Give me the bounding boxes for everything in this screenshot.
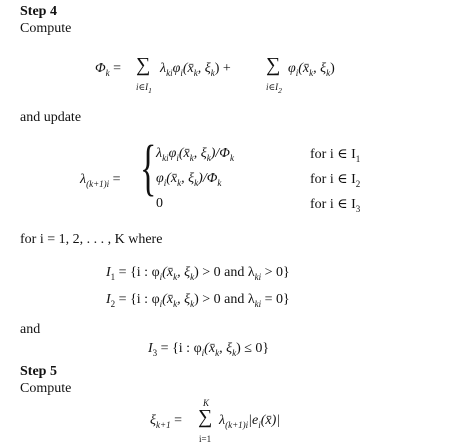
step4-compute: Compute: [20, 21, 72, 36]
xi-lhs: $\xi_{k+1}$ =: [150, 413, 182, 430]
sum-lower-limit: i=1: [199, 434, 212, 444]
case-2-condition: for i ∈ $I_2$: [310, 172, 361, 189]
set-I2: $I_2 = \{i$ : $\varphi_i(x̄_k$, $\xi_k) > 0$ and $\lambda_{ki} = 0$}: [106, 292, 290, 309]
step5-compute: Compute: [20, 381, 72, 396]
sum-upper-limit: K: [203, 398, 210, 408]
phi-term-2: $\varphi_i(x̄_k$, $\xi_k$): [288, 61, 335, 78]
set-I1: $I_1 = \{i$ : $\varphi_i(x̄_k$, $\xi_k) > 0$ and $\lambda_{ki} > 0$}: [106, 265, 290, 282]
case-1: $\lambda_{ki}\varphi_i(x̄_k$, $\xi_k)/\Phi_k$: [156, 146, 234, 163]
phi-equation: $\Phi_k$ =: [95, 61, 122, 78]
sum-symbol-2: ∑: [266, 54, 281, 76]
step4-title: Step 4: [20, 4, 57, 19]
sum-symbol-3: ∑: [198, 406, 213, 428]
lambda-lhs: $\lambda_{(k+1)i}$ =: [80, 172, 121, 189]
xi-term: $\lambda_{(k+1)i}|e_i(x̄)|$: [219, 413, 281, 430]
step5-title: Step 5: [20, 364, 57, 379]
and-text: and: [20, 322, 41, 337]
set-I3: $I_3 = \{i$ : $\varphi_i(x̄_k$, $\xi_k) \le 0$}: [148, 341, 270, 358]
sum-symbol-1: ∑: [136, 54, 151, 76]
phi-term-1: $\lambda_{ki}\varphi_i(x̄_k$, $\xi_k$) +: [160, 61, 231, 78]
case-2: $\varphi_i(x̄_k$, $\xi_k)/\Phi_k$: [156, 171, 222, 188]
and-update-text: and update: [20, 110, 82, 125]
left-brace: {: [140, 134, 157, 202]
case-1-condition: for i ∈ $I_1$: [310, 147, 361, 164]
case-3: 0: [156, 196, 163, 211]
sum-limit-1: $i\in I_1$: [136, 82, 152, 95]
sum-limit-2: $i\in I_2$: [266, 82, 282, 95]
case-3-condition: for i ∈ $I_3$: [310, 197, 361, 214]
for-line: for i = 1, 2, . . . , K where: [20, 232, 163, 247]
